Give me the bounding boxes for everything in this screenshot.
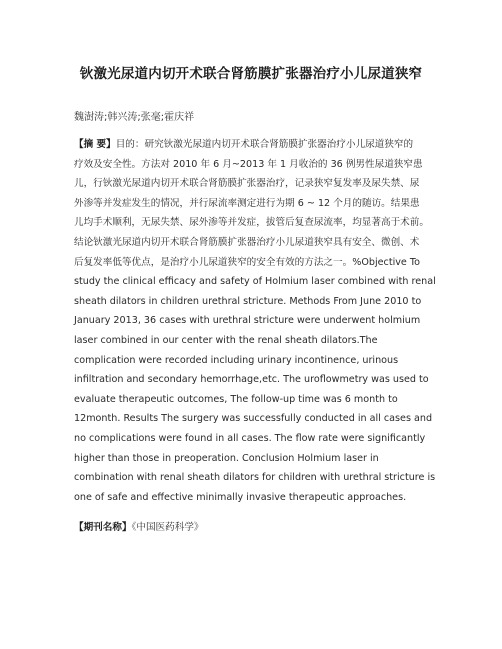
abstract-line: 儿均手术顺利，无尿失禁、尿外渗等并发症，拔管后复查尿流率，均显著高于术前。 [74,217,429,229]
abstract-line [74,135,442,155]
abstract-line: infiltration and secondary hemorrhage,etc. The uroflowmetry was used to [74,374,429,386]
abstract-line: 疗效及安全性。方法对 2010 年 6 月~2013 年 1 月收治的 36 例男性尿道狭窄患 [74,158,423,170]
abstract-line: 12month. Results The surgery was successfully conducted in all cases and [74,413,433,425]
abstract-line: 后复发率低等优点，是治疗小儿尿道狭窄的安全有效的方法之一。%Objective To [74,256,420,268]
abstract-line: study the clinical efficacy and safety of Holmium laser combined with renal [74,276,436,288]
abstract-line: combination with renal sheath dilators for children with urethral stricture is [74,472,436,484]
paper-title: 钬激光尿道内切开术联合肾筋膜扩张器治疗小儿尿道狭窄 [79,66,423,82]
abstract-label: 【摘 要】 [74,139,116,150]
abstract-line: 结论钬激光尿道内切开术联合肾筋膜扩张器治疗小儿尿道狭窄具有安全、微创、术 [74,236,420,248]
abstract-line: higher than those in preoperation. Conclusion Holmium laser in [74,452,379,464]
abstract-line: laser combined in our center with the renal sheath dilators.The [74,334,378,346]
abstract-line: one of safe and effective minimally invasive therapeutic approaches. [74,491,407,503]
abstract-line: no complications were found in all cases. The flow rate were significantly [74,432,426,444]
abstract-section [74,135,442,507]
journal-name: 《中国医药科学》 [131,522,204,534]
abstract-line: 外渗等并发症发生的情况，并行尿流率测定进行为期 6 ~ 12 个月的随访。结果患 [74,197,420,209]
abstract-line: evaluate therapeutic outcomes, The follow-up time was 6 month to [74,393,398,405]
abstract-line: January 2013, 36 cases with urethral stricture were underwent holmium [74,315,421,327]
paper-authors: 魏澍涛;韩兴涛;张毫;霍庆祥 [74,112,195,123]
abstract-line-text: 目的：研究钬激光尿道内切开术联合肾筋膜扩张器治疗小儿尿道狭窄的 [115,139,414,150]
journal-label: 【期刊名称】 [74,522,132,534]
abstract-line: 儿，行钬激光尿道内切开术联合肾筋膜扩张器治疗，记录狭窄复发率及尿失禁、尿 [74,178,420,190]
journal-info [74,519,442,533]
abstract-line: complication were recorded including urinary incontinence, urinous [74,354,399,366]
abstract-line: sheath dilators in children urethral stricture. Methods From June 2010 to [74,295,422,307]
